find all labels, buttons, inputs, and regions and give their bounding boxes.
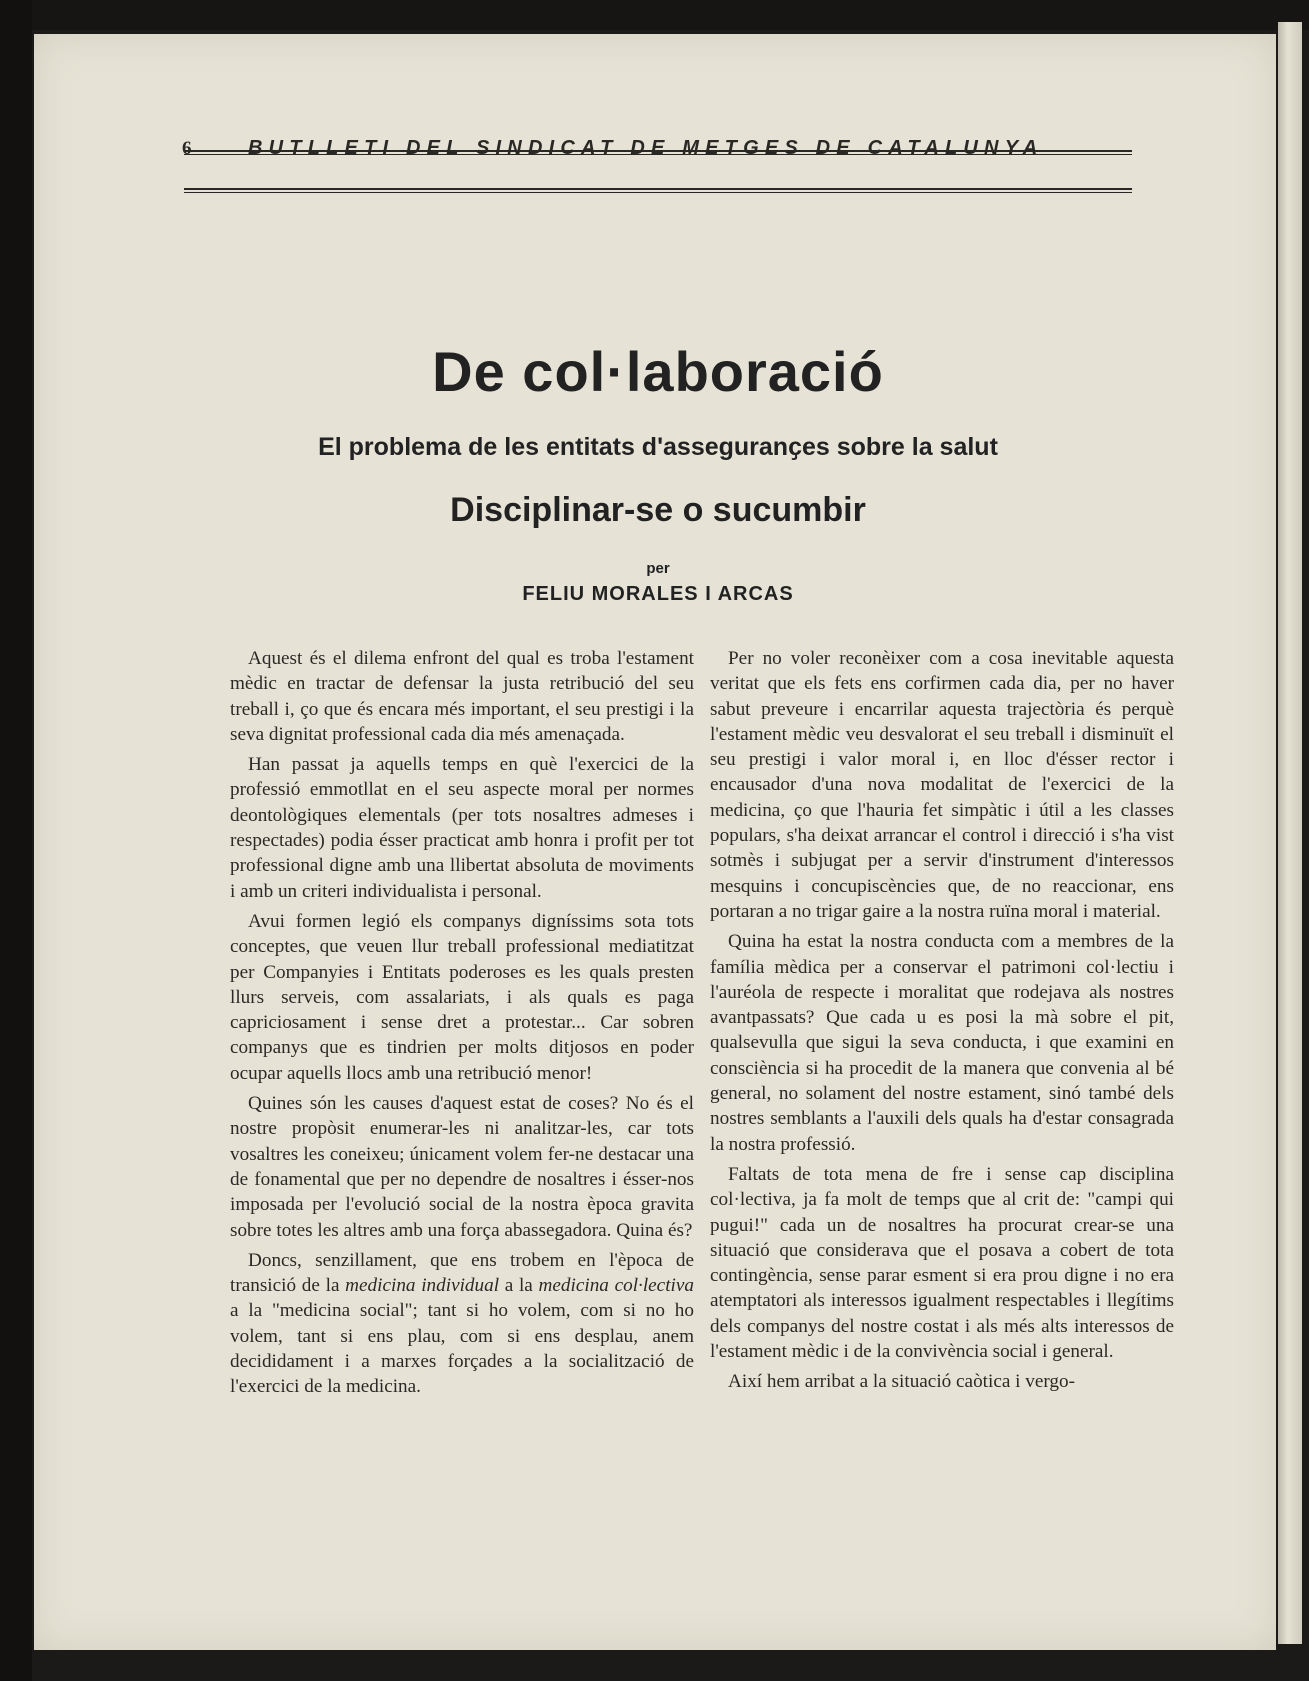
running-head: BUTLLETI DEL SINDICAT DE METGES DE CATALUNYA xyxy=(248,137,1044,159)
paragraph xyxy=(230,1248,694,1400)
next-page-edge xyxy=(1278,22,1302,1644)
paragraph-text: Doncs, senzillament, que ens trobem en l'època de transició de la xyxy=(230,1249,694,1297)
paragraph-text: a la xyxy=(499,1275,539,1297)
paragraph: Per no voler reconèixer com a cosa inevitable aquesta veritat que els fets ens corfirmen cada dia, per no haver sabut preveure i encarrilar aquesta trajectòria és perquè l'estament mèdic veu desvalorat el seu treball i disminuït el seu prestigi i valor moral i, en lloc d'ésser rector i encausador d'una nova modalitat de l'exercici de la medicina, ço que l'hauria fet simpàtic i útil a les classes populars, s'ha deixat arrancar el control i direcció i s'ha vist sotmès i subjugat per a servir d'instrument d'interessos mesquins i concupiscències que, de no reaccionar, ens portaran a no trigar gaire a la nostra ruïna moral i material. xyxy=(710,648,1174,922)
left-column xyxy=(230,646,694,1405)
paragraph: Han passat ja aquells temps en què l'exercici de la professió emmotllat en el seu aspecte moral per normes deontològiques elementals (per tots nosaltres admeses i respectades) podia ésser practicat amb honra i profit per tot professional digne amb una llibertat absoluta de moviments i amb un criteri individualista i personal. xyxy=(230,754,694,902)
paragraph: Aquest és el dilema enfront del qual es troba l'estament mèdic en tractar de defensar la justa retribució del seu treball i, ço que és encara més important, el seu prestigi i la seva dignitat professional cada dia més amenaçada. xyxy=(230,648,694,745)
header-rule-bottom xyxy=(184,188,1132,190)
paragraph: Faltats de tota mena de fre i sense cap disciplina col·lectiva, ja fa molt de temps que al crit de: "campi qui pugui!" cada un de nosaltres ha procurat crear-se una situació que considerava que el posava a cobert de tota contingència, sense parar esment si era prou digne i no era atemptatori als interessos igualment respectables i llegítims dels companys del nostre costat i als més alts interessos de l'estament mèdic i de la convivència social i general. xyxy=(710,1163,1174,1363)
page-number: 6 xyxy=(182,138,192,159)
paragraph: Així hem arribat a la situació caòtica i vergo- xyxy=(728,1371,1076,1393)
article-subtitle: El problema de les entitats d'asseguranҫes sobre la salut xyxy=(318,433,998,461)
byline-per: per xyxy=(646,560,670,577)
paragraph-text: a la "medicina social"; tant si ho volem, com si no ho volem, tant si ens plau, com si ens desplau, anem decididament i a marxes forçades a la socialització de l'exercici de la medicina. xyxy=(230,1300,694,1398)
article-heading xyxy=(184,340,1132,606)
scan-background-top xyxy=(0,0,1309,30)
right-column xyxy=(710,646,1174,1400)
article-title: De col·laboració xyxy=(432,340,884,403)
emphasis-text: medicina individual xyxy=(345,1275,500,1297)
emphasis-text: medicina col·lectiva xyxy=(538,1275,694,1297)
paragraph: Quina ha estat la nostra conducta com a membres de la família mèdica per a conservar el patrimoni col·lectiu i l'auréola de respecte i moralitat que rodejava als nostres avantpassats? Que cada u es posi la mà sobre el pit, qualsevulla que sigui la seva conducta, i que examini en consciència si ha procedit de la manera que convenia al bé general, no solament del nostre estament, sinó també dels nostres semblants a l'auxili dels quals ha d'estar consagrada la nostra professió. xyxy=(710,931,1174,1155)
paragraph: Quines són les causes d'aquest estat de coses? No és el nostre propòsit enumerar-les ni analitzar-les, car tots vosaltres les coneixeu; únicament volem fer-ne destacar una de fonamental que per no dependre de nosaltres i ésser-nos imposada per l'evolució social de la nostra època gravita sobre totes les altres amb una força abassegadora. Quina és? xyxy=(230,1093,694,1241)
article-second-title: Disciplinar-se o sucumbir xyxy=(450,491,866,529)
paragraph: Avui formen legió els companys digníssims sota tots conceptes, que veuen llur treball professional mediatitzat per Companyies i Entitats poderoses es les quals presten llurs serveis, com assalariats, i als quals es paga capriciosament i sense dret a protestar... Car sobren companys que es tindrien per molts ditjosos en poder ocupar aquells llocs amb una retribució menor! xyxy=(230,910,694,1084)
header-rule-bottom-thin xyxy=(184,192,1132,193)
author-name: FELIU MORALES I ARCAS xyxy=(522,583,794,605)
scan-background-left xyxy=(0,0,32,1681)
